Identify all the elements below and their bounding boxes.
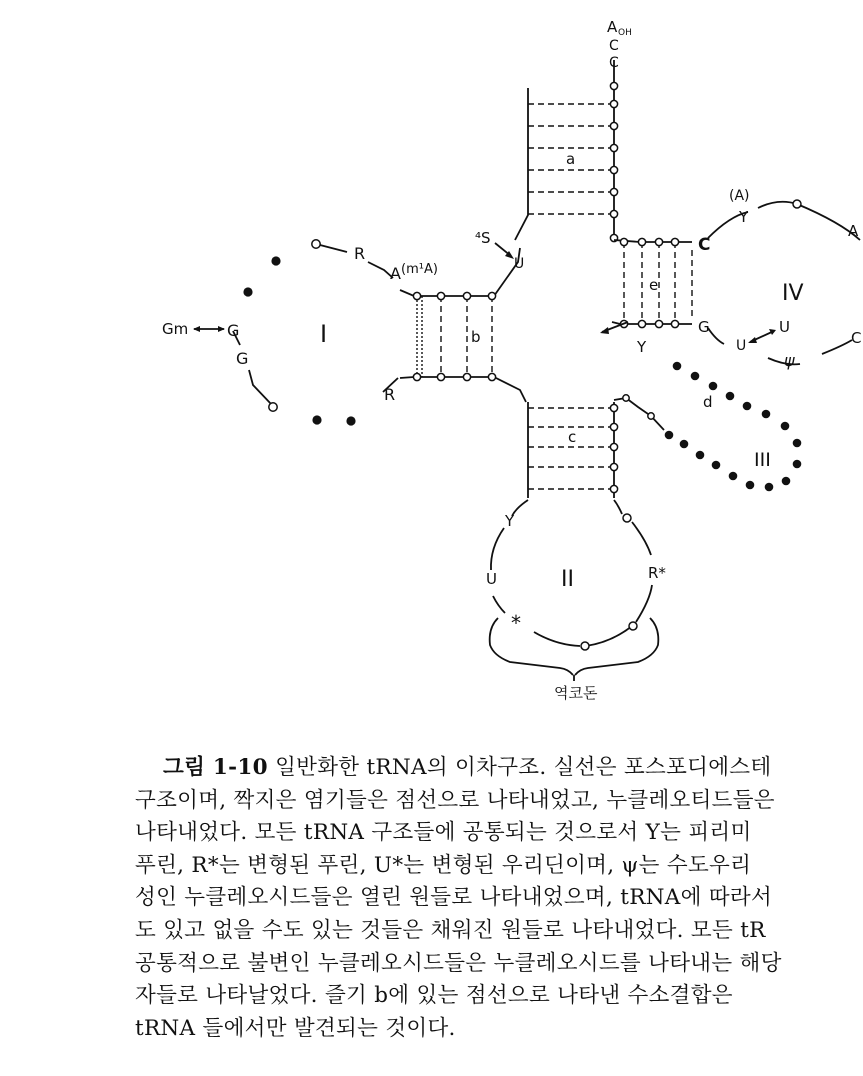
label-u-star: U [736, 338, 747, 354]
label-a-paren: (A) [729, 188, 750, 204]
caption-text-1: 일반화한 tRNA의 이차구조. 실선은 포스포디에스테 [275, 755, 772, 780]
label-stem-e: e [649, 276, 659, 294]
caption-line-2: 구조이며, 짝지은 염기들은 점선으로 나타내었고, 누클레오티드들은 [135, 787, 775, 813]
label-s4: ⁴S [475, 229, 491, 247]
label-gm: Gm [162, 320, 189, 338]
caption-line-7: 공통적으로 불변인 누클레오시드들은 누클레오시드를 나타내는 해당 [135, 950, 782, 976]
label-r-star: R* [648, 564, 666, 582]
label-g2: G [236, 349, 249, 368]
label-r-top: R [354, 244, 366, 263]
label-g1: G [227, 321, 240, 340]
label-y-top: Y [739, 208, 749, 226]
label-stem-a: a [566, 150, 576, 168]
label-u-anticodon: U [486, 570, 497, 588]
label-loop-2: II [561, 567, 574, 592]
caption-label: 그림 1-10 [163, 755, 268, 780]
figure-caption [135, 752, 863, 1045]
label-stem-c: c [568, 428, 577, 446]
label-oh-sub: OH [618, 28, 632, 38]
label-stem-d: d [703, 393, 713, 411]
label-a-right: A [848, 222, 859, 240]
caption-line-4: 푸린, R*는 변형된 푸린, U*는 변형된 우리딘이며, ψ는 수도우리 [135, 852, 752, 878]
label-loop-3: III [754, 449, 771, 471]
label-r-bottom: R [384, 385, 396, 404]
label-u-junction: U [514, 256, 525, 272]
label-anticodon: 역코돈 [554, 684, 598, 702]
label-y-bottom: Y [637, 338, 647, 356]
caption-line-1 [135, 752, 863, 785]
label-c-right: C [851, 329, 862, 347]
caption-line-3: 나타내었다. 모든 tRNA 구조들에 공통되는 것으로서 Y는 피리미 [135, 820, 752, 846]
label-c-left: C [698, 235, 711, 255]
caption-line-8: 자들로 나타날었다. 즐기 b에 있는 점선으로 나타낸 수소결합은 [135, 983, 733, 1009]
caption-line-5: 성인 누클레오시드들은 열린 원들로 나타내었으며, tRNA에 따라서 [135, 885, 773, 911]
d-loop-I [193, 240, 398, 426]
label-c2: C [609, 55, 619, 71]
label-g-left: G [698, 318, 710, 336]
label-loop-4: IV [782, 281, 804, 306]
caption-line-6: 도 있고 없을 수도 있는 것들은 채워진 원들로 나타내었다. 모든 tR [135, 917, 766, 943]
anticodon-stem-c [528, 402, 618, 498]
variable-loop-III [614, 362, 801, 492]
label-y-anticodon: Y [505, 512, 515, 530]
caption-line-9: tRNA 들에서만 발견되는 것이다. [135, 1015, 456, 1041]
label-loop-1: I [320, 320, 328, 348]
label-stem-b: b [471, 328, 481, 346]
label-m1a-base: A [390, 264, 401, 283]
label-u-loop: U [779, 318, 790, 336]
label-star: * [511, 611, 521, 635]
label-psi: ψ [784, 351, 795, 370]
label-a-oh: A [607, 18, 618, 36]
label-c1: C [609, 38, 619, 54]
label-m1a-paren: (m¹A) [401, 262, 438, 277]
